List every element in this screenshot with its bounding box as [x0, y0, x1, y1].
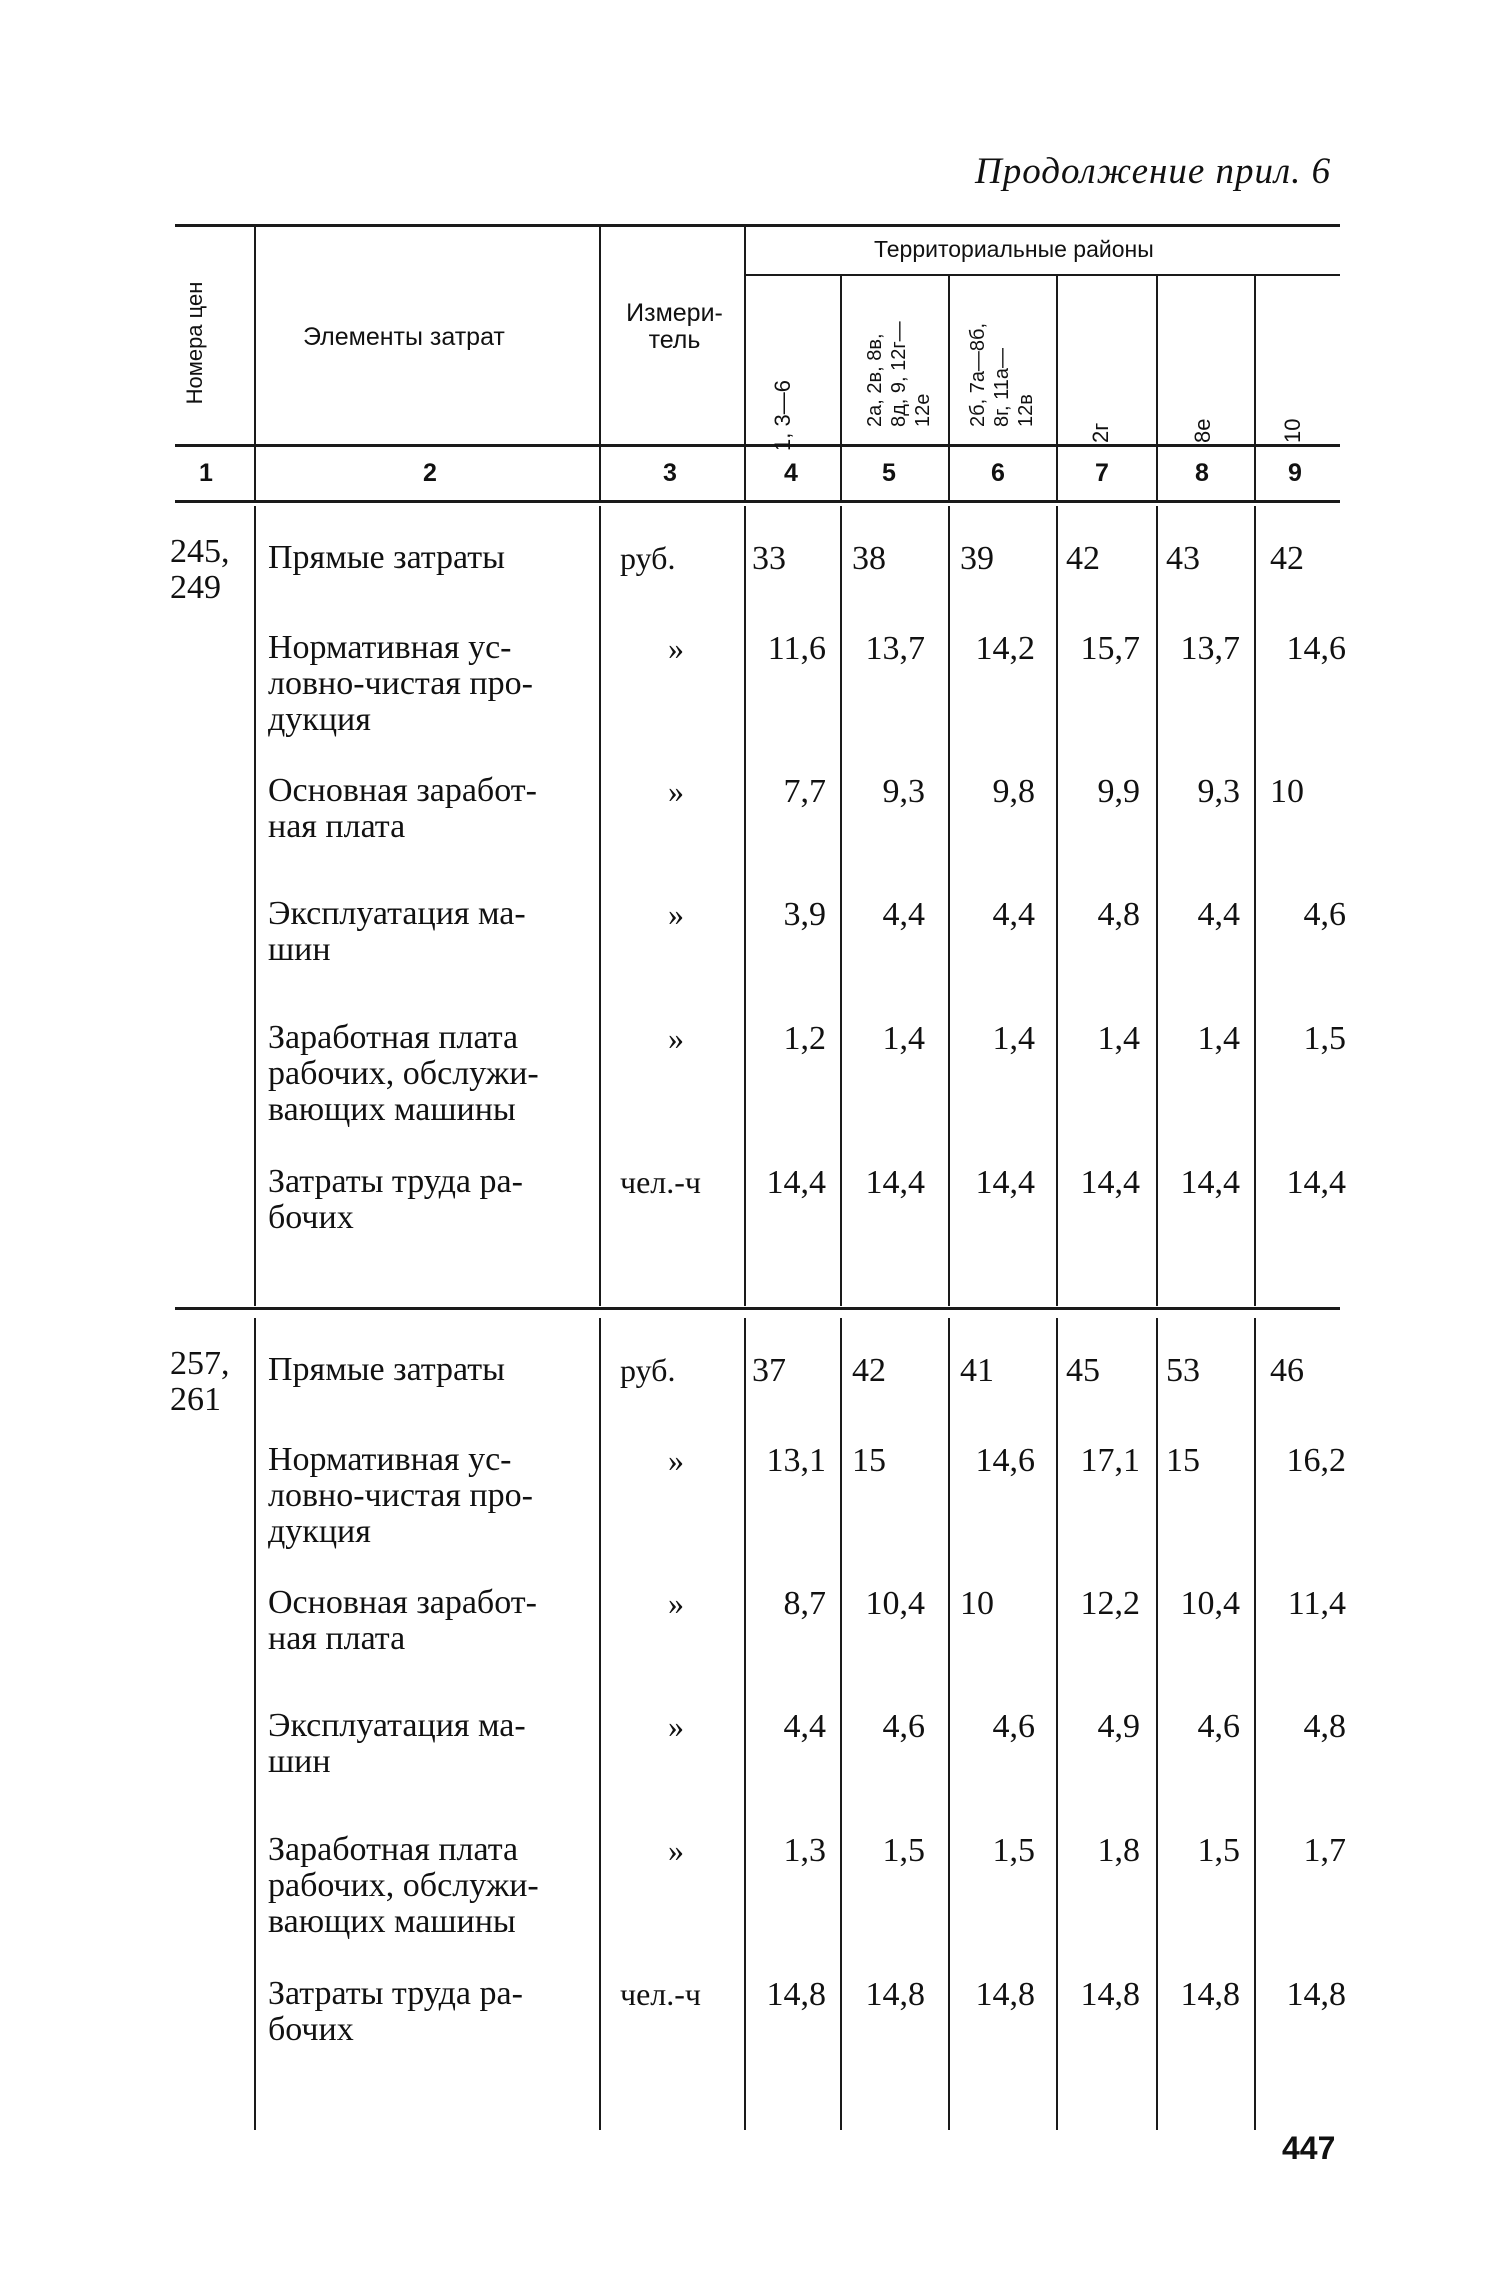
price-numbers-cell: 257, 261 [170, 1345, 230, 1418]
value-cell: 42 [1270, 540, 1304, 577]
vline-g2-2 [599, 1318, 601, 2130]
vline-g1-5 [948, 506, 950, 1306]
column-number: 4 [784, 459, 798, 487]
page-number: 447 [1282, 2130, 1336, 2166]
cost-element-label: Заработная плата рабочих, обслужи- вающих машины [268, 1831, 539, 1940]
header-district-2: 2а, 2в, 8в, 8д, 9, 12г— 12е [864, 321, 934, 427]
value-cell: 41 [960, 1352, 994, 1389]
vline-h-4 [840, 276, 842, 502]
cost-element-label: Заработная плата рабочих, обслужи- вающих машины [268, 1019, 539, 1128]
cost-element-label: Прямые затраты [268, 1351, 505, 1388]
column-number: 6 [991, 459, 1005, 487]
vline-h-2 [599, 226, 601, 502]
value-cell: 15 [1166, 1442, 1200, 1479]
value-cell: 8,7 [783, 1585, 826, 1622]
cost-element-label: Затраты труда ра- бочих [268, 1163, 523, 1236]
column-number: 3 [663, 459, 677, 487]
value-cell: 42 [1066, 540, 1100, 577]
price-numbers-cell: 245, 249 [170, 533, 230, 606]
value-cell: 4,4 [882, 896, 925, 933]
vline-g1-3 [744, 506, 746, 1306]
value-cell: 4,8 [1097, 896, 1140, 933]
header-cost-elements: Элементы затрат [303, 323, 505, 351]
value-cell: 10,4 [865, 1585, 925, 1622]
value-cell: 4,6 [992, 1708, 1035, 1745]
value-cell: 1,4 [1097, 1020, 1140, 1057]
vline-h-6 [1056, 276, 1058, 502]
value-cell: 4,6 [1303, 896, 1346, 933]
cost-element-label: Затраты труда ра- бочих [268, 1975, 523, 2048]
vline-g1-8 [1254, 506, 1256, 1306]
header-district-3: 2б, 7а—8б, 8г, 11а— 12в [967, 322, 1037, 427]
column-number: 8 [1195, 459, 1209, 487]
value-cell: 12,2 [1080, 1585, 1140, 1622]
value-cell: 14,8 [975, 1976, 1035, 2013]
vline-g2-3 [744, 1318, 746, 2130]
unit-cell: » [668, 1585, 684, 1621]
value-cell: 1,5 [1303, 1020, 1346, 1057]
column-number: 9 [1288, 459, 1302, 487]
vline-g1-1 [254, 506, 256, 1306]
header-district-1: 1, 3—6 [770, 380, 795, 451]
running-head: Продолжение прил. 6 [975, 151, 1332, 192]
rule-colnums-bottom [175, 500, 1340, 503]
value-cell: 16,2 [1286, 1442, 1346, 1479]
unit-cell: » [668, 896, 684, 932]
unit-cell: руб. [620, 1352, 676, 1388]
vline-g2-8 [1254, 1318, 1256, 2130]
value-cell: 14,4 [975, 1164, 1035, 1201]
value-cell: 4,6 [882, 1708, 925, 1745]
unit-cell: » [668, 1442, 684, 1478]
value-cell: 9,9 [1097, 773, 1140, 810]
value-cell: 14,6 [1286, 630, 1346, 667]
vline-g2-5 [948, 1318, 950, 2130]
cost-element-label: Основная заработ- ная плата [268, 1584, 537, 1657]
value-cell: 1,4 [882, 1020, 925, 1057]
value-cell: 11,4 [1287, 1585, 1346, 1622]
value-cell: 45 [1066, 1352, 1100, 1389]
header-price-numbers: Номера цен [182, 281, 207, 405]
column-number: 1 [199, 459, 213, 487]
value-cell: 14,4 [1180, 1164, 1240, 1201]
value-cell: 9,3 [1197, 773, 1240, 810]
vline-g2-4 [840, 1318, 842, 2130]
value-cell: 3,9 [783, 896, 826, 933]
value-cell: 1,5 [1197, 1832, 1240, 1869]
cost-element-label: Основная заработ- ная плата [268, 772, 537, 845]
value-cell: 1,2 [783, 1020, 826, 1057]
value-cell: 11,6 [767, 630, 826, 667]
vline-g2-1 [254, 1318, 256, 2130]
value-cell: 14,8 [766, 1976, 826, 2013]
value-cell: 14,4 [1286, 1164, 1346, 1201]
header-district-6: 10 [1280, 418, 1305, 443]
column-number: 2 [423, 459, 437, 487]
value-cell: 4,9 [1097, 1708, 1140, 1745]
rule-header-top [175, 224, 1340, 227]
value-cell: 14,8 [1286, 1976, 1346, 2013]
value-cell: 1,5 [882, 1832, 925, 1869]
value-cell: 14,2 [975, 630, 1035, 667]
value-cell: 4,4 [992, 896, 1035, 933]
value-cell: 33 [752, 540, 786, 577]
value-cell: 14,6 [975, 1442, 1035, 1479]
value-cell: 10 [960, 1585, 994, 1622]
vline-g2-7 [1156, 1318, 1158, 2130]
vline-h-7 [1156, 276, 1158, 502]
value-cell: 9,8 [992, 773, 1035, 810]
vline-g1-7 [1156, 506, 1158, 1306]
header-territorial-districts: Территориальные районы [874, 236, 1154, 262]
unit-cell: чел.-ч [620, 1976, 702, 2012]
rule-header-bottom [175, 444, 1340, 447]
unit-cell: » [668, 1020, 684, 1056]
cost-element-label: Эксплуатация ма- шин [268, 895, 526, 968]
value-cell: 53 [1166, 1352, 1200, 1389]
value-cell: 13,7 [1180, 630, 1240, 667]
unit-cell: руб. [620, 540, 676, 576]
value-cell: 14,4 [865, 1164, 925, 1201]
unit-cell: чел.-ч [620, 1164, 702, 1200]
cost-element-label: Прямые затраты [268, 539, 505, 576]
vline-g1-4 [840, 506, 842, 1306]
value-cell: 13,1 [766, 1442, 826, 1479]
header-district-5: 8е [1190, 418, 1215, 443]
value-cell: 17,1 [1080, 1442, 1140, 1479]
vline-g2-6 [1056, 1318, 1058, 2130]
value-cell: 46 [1270, 1352, 1304, 1389]
unit-cell: » [668, 1832, 684, 1868]
value-cell: 4,8 [1303, 1708, 1346, 1745]
value-cell: 1,3 [783, 1832, 826, 1869]
header-district-4: 2г [1088, 422, 1113, 443]
value-cell: 9,3 [882, 773, 925, 810]
value-cell: 10 [1270, 773, 1304, 810]
value-cell: 37 [752, 1352, 786, 1389]
vline-g1-2 [599, 506, 601, 1306]
vline-h-8 [1254, 276, 1256, 502]
value-cell: 14,8 [1180, 1976, 1240, 2013]
vline-h-1 [254, 226, 256, 502]
value-cell: 38 [852, 540, 886, 577]
unit-cell: » [668, 773, 684, 809]
vline-g1-6 [1056, 506, 1058, 1306]
value-cell: 4,4 [783, 1708, 826, 1745]
value-cell: 13,7 [865, 630, 925, 667]
value-cell: 43 [1166, 540, 1200, 577]
column-number: 7 [1095, 459, 1109, 487]
cost-element-label: Нормативная ус- ловно-чистая про- дукция [268, 1441, 533, 1550]
cost-element-label: Эксплуатация ма- шин [268, 1707, 526, 1780]
value-cell: 1,8 [1097, 1832, 1140, 1869]
value-cell: 1,7 [1303, 1832, 1346, 1869]
unit-cell: » [668, 630, 684, 666]
value-cell: 1,5 [992, 1832, 1035, 1869]
value-cell: 14,4 [766, 1164, 826, 1201]
value-cell: 10,4 [1180, 1585, 1240, 1622]
vline-h-3 [744, 226, 746, 502]
value-cell: 42 [852, 1352, 886, 1389]
rule-group-separator [175, 1307, 1340, 1310]
value-cell: 4,4 [1197, 896, 1240, 933]
value-cell: 1,4 [992, 1020, 1035, 1057]
column-number: 5 [882, 459, 896, 487]
rule-territorial [746, 274, 1340, 276]
value-cell: 39 [960, 540, 994, 577]
value-cell: 14,8 [865, 1976, 925, 2013]
value-cell: 15,7 [1080, 630, 1140, 667]
unit-cell: » [668, 1708, 684, 1744]
cost-element-label: Нормативная ус- ловно-чистая про- дукция [268, 629, 533, 738]
vline-h-5 [948, 276, 950, 502]
value-cell: 7,7 [783, 773, 826, 810]
value-cell: 14,4 [1080, 1164, 1140, 1201]
value-cell: 1,4 [1197, 1020, 1240, 1057]
value-cell: 14,8 [1080, 1976, 1140, 2013]
value-cell: 15 [852, 1442, 886, 1479]
header-unit: Измери- тель [626, 299, 723, 354]
value-cell: 4,6 [1197, 1708, 1240, 1745]
